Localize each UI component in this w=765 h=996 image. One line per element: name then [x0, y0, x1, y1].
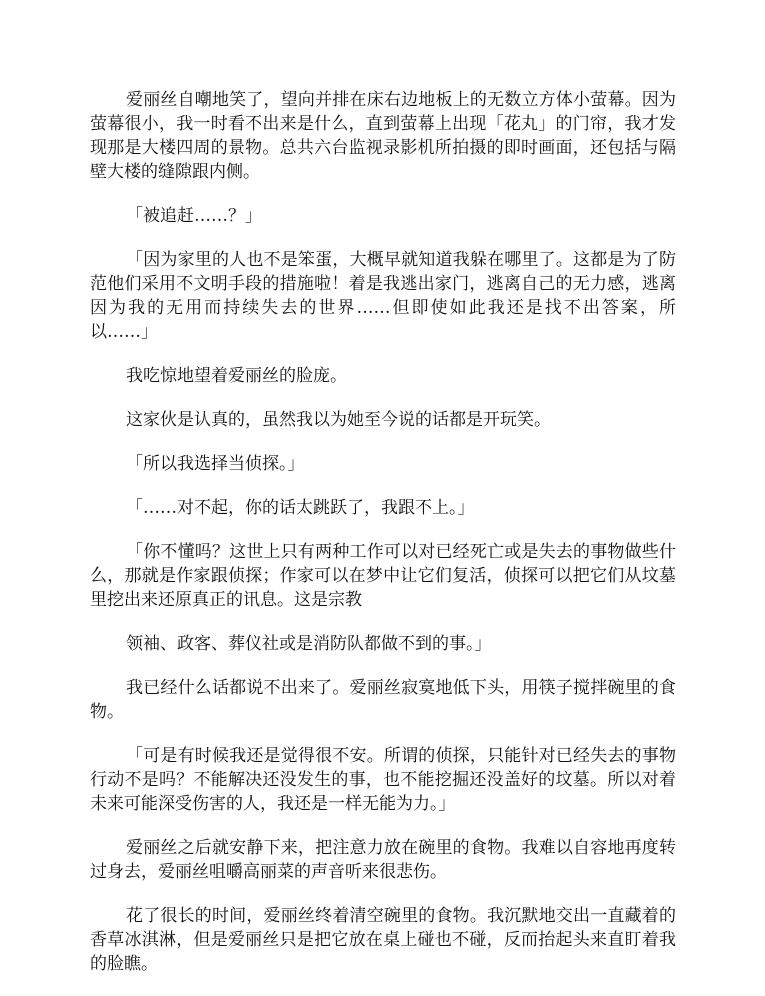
- paragraph: 我吃惊地望着爱丽丝的脸庞。: [126, 366, 347, 386]
- paragraph: 花了很长的时间，爱丽丝终着清空碗里的食物。我沉默地交出一直藏着的香草冰淇淋，但是爱丽丝只是把它放在桌上碰也不碰，反而抬起头来直盯着我的脸瞧。: [90, 906, 676, 974]
- paragraph: 爱丽丝自嘲地笑了，望向并排在床右边地板上的无数立方体小萤幕。因为萤幕很小，我一时看不出来是什么，直到萤幕上出现「花丸」的门帘，我才发现那是大楼四周的景物。总共六台监视录影机所拍摄的即时画面，还包括与隔壁大楼的缝隙跟内侧。: [90, 90, 676, 182]
- paragraph: 领袖、政客、葬仪社或是消防队都做不到的事。」: [126, 634, 492, 654]
- paragraph: 爱丽丝之后就安静下来，把注意力放在碗里的食物。我难以自容地再度转过身去，爱丽丝咀嚼高丽菜的声音听来很悲伤。: [90, 838, 676, 882]
- paragraph: 「可是有时候我还是觉得很不安。所谓的侦探，只能针对已经失去的事物行动不是吗？不能解决还没发生的事，也不能挖掘还没盖好的坟墓。所以对着未来可能深受伤害的人，我还是一样无能为力。」: [90, 746, 676, 814]
- paragraph: 「……对不起，你的话太跳跃了，我跟不上。」: [126, 498, 475, 518]
- paragraph: 「被追赶……？」: [126, 206, 262, 226]
- paragraph: 这家伙是认真的，虽然我以为她至今说的话都是开玩笑。: [126, 410, 551, 430]
- paragraph: 「因为家里的人也不是笨蛋，大概早就知道我躲在哪里了。这都是为了防范他们采用不文明手段的措施啦！着是我逃出家门，逃离自己的无力感，逃离因为我的无用而持续失去的世界……但即使如此我还是找不出答案，所以……」: [90, 250, 676, 342]
- document-page: [90, 88, 676, 996]
- paragraph: 「你不懂吗？这世上只有两种工作可以对已经死亡或是失去的事物做些什么，那就是作家跟侦探；作家可以在梦中让它们复活，侦探可以把它们从坟墓里挖出来还原真正的讯息。这是宗教: [90, 542, 676, 610]
- paragraph: 「所以我选择当侦探。」: [126, 454, 305, 474]
- paragraph: 我已经什么话都说不出来了。爱丽丝寂寞地低下头，用筷子搅拌碗里的食物。: [90, 678, 676, 722]
